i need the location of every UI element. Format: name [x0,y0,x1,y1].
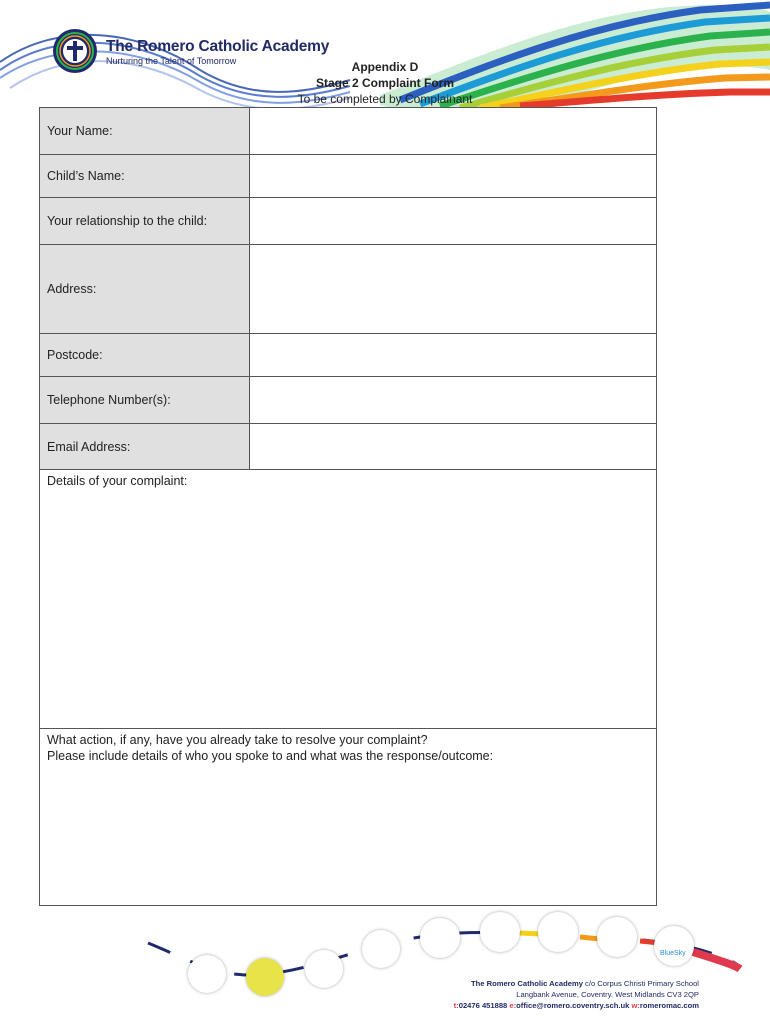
school-crest-icon-2 [246,958,284,996]
form-row-postcode [40,334,657,377]
footer-tel: 02476 451888 [458,1001,510,1010]
field-label-relationship: Your relationship to the child: [40,198,250,245]
school-crest-icon-3 [305,950,343,988]
action-taken-field[interactable] [40,729,657,906]
form-title: Stage 2 Complaint Form [315,76,455,90]
school-name: The Romero Catholic Academy [106,38,330,55]
footer-campus: c/o Corpus Christi Primary School [582,979,699,988]
school-crest-icon-1 [188,955,226,993]
footer-street: Langbank Avenue, Coventry. West Midlands CV3 2QP [516,990,699,999]
form-instruction: To be completed by Complainant [297,92,473,106]
field-label-address: Address: [40,245,250,334]
footer-web[interactable]: romeromac.com [639,1001,699,1010]
field-input-email[interactable] [250,424,657,470]
field-input-postcode[interactable] [250,334,657,377]
field-input-relationship[interactable] [250,198,657,245]
form-row-telephone [40,377,657,424]
complaint-details-label: Details of your complaint: [47,474,188,488]
field-input-address[interactable] [250,245,657,334]
field-label-child-name: Child’s Name: [40,155,250,198]
school-tagline: Nurturing the Talent of Tomorrow [106,56,237,66]
footer-school-name: The Romero Catholic Academy [470,979,583,988]
field-label-telephone: Telephone Number(s): [40,377,250,424]
school-crest-icon-7 [538,912,578,952]
action-taken-label-2: Please include details of who you spoke to and what was the response/outcome: [47,749,494,763]
bluesky-logo-icon [654,926,694,966]
form-row-action [40,729,657,906]
footer-address [454,978,699,1011]
complaint-form-table [39,107,657,906]
form-row-relationship [40,198,657,245]
field-label-postcode: Postcode: [40,334,250,377]
field-input-your-name[interactable] [250,108,657,155]
form-row-details [40,470,657,729]
school-crest-icon-6 [480,912,520,952]
romero-logo-icon [52,28,98,74]
field-label-email: Email Address: [40,424,250,470]
footer-email[interactable]: office@romero.coventry.sch.uk [516,1001,632,1010]
complaint-details-field[interactable] [40,470,657,729]
school-crest-icon-4 [362,930,400,968]
form-row-name [40,108,657,155]
field-input-telephone[interactable] [250,377,657,424]
footer-web-prefix: w: [631,1001,640,1010]
form-row-child-name [40,155,657,198]
bluesky-label: BlueSky [660,950,686,957]
appendix-label: Appendix D [351,60,419,74]
school-crest-icon-8 [597,917,637,957]
field-label-your-name: Your Name: [40,108,250,155]
field-input-child-name[interactable] [250,155,657,198]
footer-tel-prefix: t: [453,1001,459,1010]
form-row-address [40,245,657,334]
action-taken-label-1: What action, if any, have you already take to resolve your complaint? [47,733,428,747]
footer-email-prefix: e: [509,1001,517,1010]
form-title-block [270,59,500,107]
school-crest-icon-5 [420,918,460,958]
form-row-email [40,424,657,470]
